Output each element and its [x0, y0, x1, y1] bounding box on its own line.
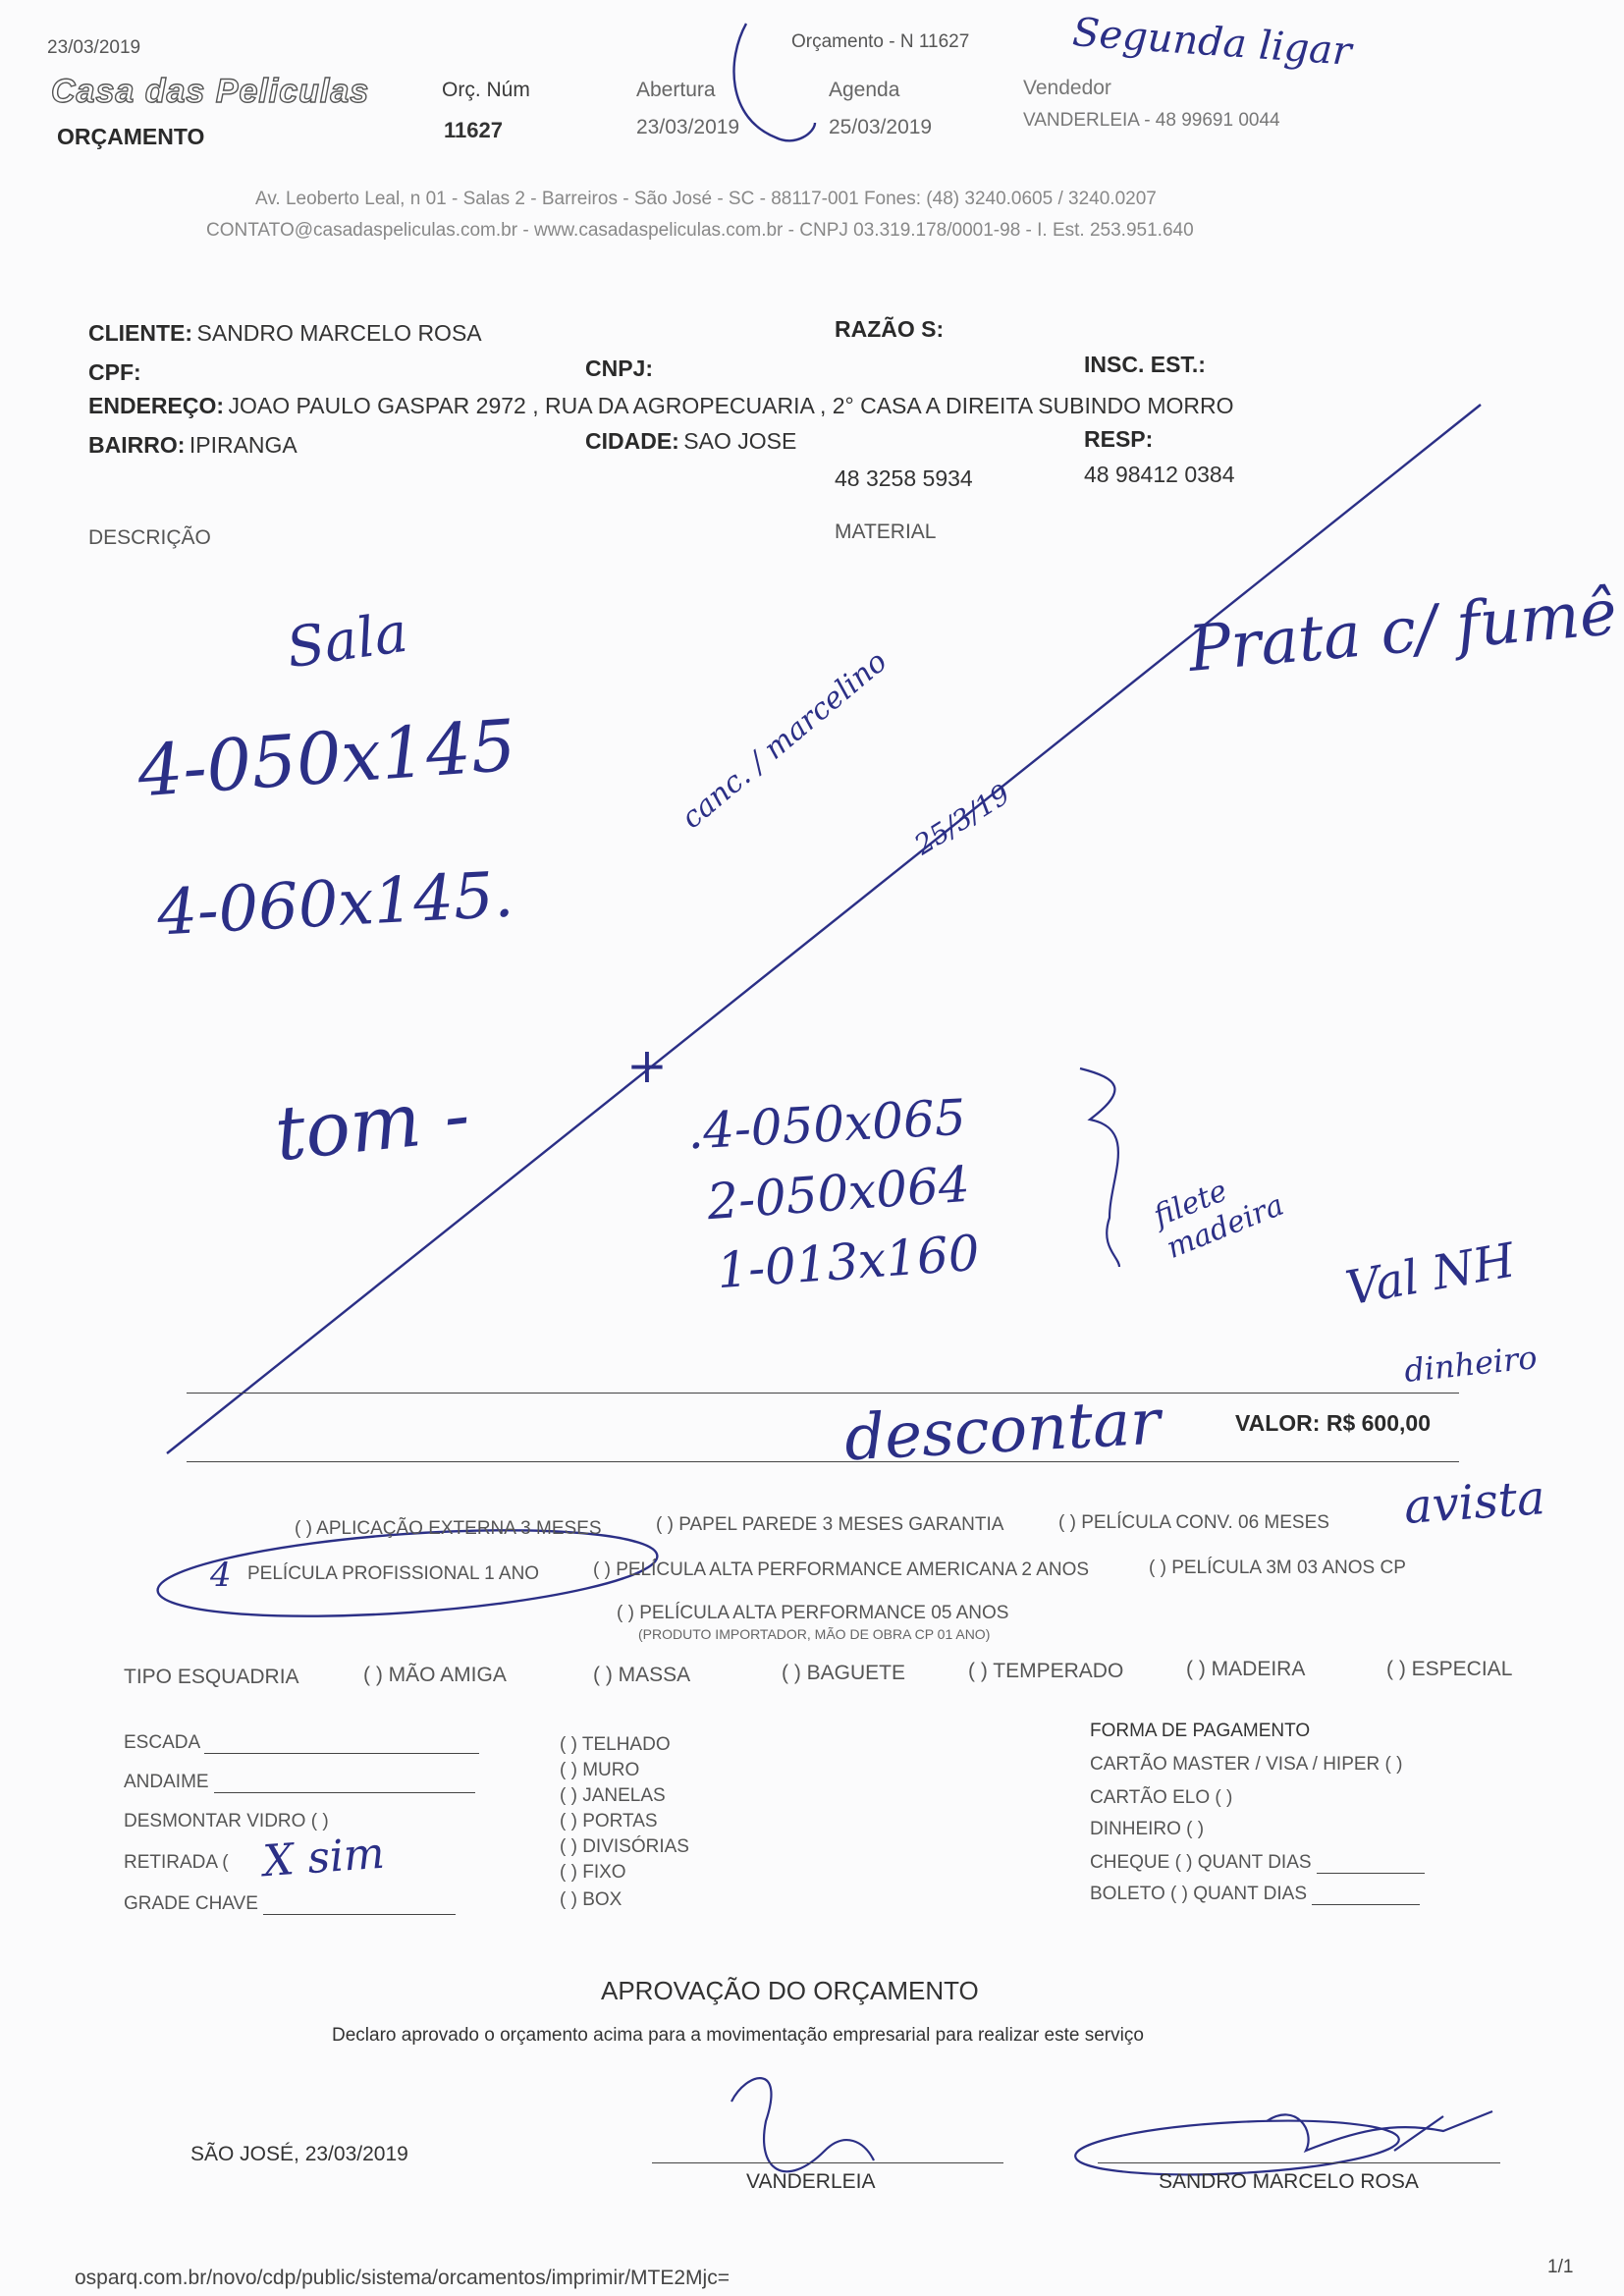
items-bracket: [1080, 1068, 1119, 1267]
insc-est-label: INSC. EST.:: [1084, 352, 1206, 377]
payment-boleto[interactable]: [1090, 1884, 1420, 1905]
extra-grade-chave[interactable]: [124, 1893, 456, 1915]
payment-boleto-label: BOLETO ( ) QUANT DIAS: [1090, 1884, 1308, 1904]
vendedor-label: Vendedor: [1023, 77, 1111, 99]
extra-muro[interactable]: ( ) MURO: [560, 1760, 640, 1780]
option-pelicula-3m[interactable]: ( ) PELÍCULA 3M 03 ANOS CP: [1149, 1558, 1406, 1578]
extra-janelas[interactable]: ( ) JANELAS: [560, 1785, 666, 1806]
client-signature-name[interactable]: SANDRO MARCELO ROSA: [1159, 2170, 1419, 2193]
esquadria-label: TIPO ESQUADRIA: [124, 1666, 299, 1688]
esquadria-madeira[interactable]: ( ) MADEIRA: [1186, 1658, 1306, 1680]
esquadria-temperado[interactable]: ( ) TEMPERADO: [968, 1660, 1124, 1682]
razao-label: RAZÃO S:: [835, 316, 945, 342]
extra-grade-chave-blank[interactable]: [263, 1896, 456, 1915]
payment-cartao-elo[interactable]: CARTÃO ELO ( ): [1090, 1787, 1233, 1808]
agenda-value: 25/03/2019: [829, 116, 933, 138]
vendedor-value: VANDERLEIA - 48 99691 0044: [1023, 110, 1280, 131]
handwritten-valor-note: Val NH: [1341, 1232, 1519, 1317]
cidade-value: SAO JOSE: [683, 428, 797, 454]
handwritten-descontar: descontar: [842, 1386, 1163, 1476]
extra-telhado[interactable]: ( ) TELHADO: [560, 1734, 671, 1755]
extra-retirada[interactable]: RETIRADA (: [124, 1852, 229, 1873]
payment-boleto-days-blank[interactable]: [1312, 1886, 1420, 1905]
orc-num-label: Orç. Núm: [442, 79, 530, 101]
esquadria-massa[interactable]: ( ) MASSA: [593, 1664, 691, 1686]
endereco-label: ENDEREÇO:: [88, 393, 225, 418]
abertura-value: 23/03/2019: [636, 116, 740, 138]
document-type: ORÇAMENTO: [57, 124, 205, 149]
extra-escada-label: ESCADA: [124, 1732, 200, 1753]
valor-top-rule: [187, 1393, 1459, 1394]
budget-reference: Orçamento - N 11627: [791, 31, 970, 52]
valor-label: VALOR:: [1235, 1410, 1321, 1436]
footer-page-number: 1/1: [1547, 2257, 1574, 2277]
extra-andaime-label: ANDAIME: [124, 1772, 209, 1792]
payment-cheque-label: CHEQUE ( ) QUANT DIAS: [1090, 1852, 1312, 1873]
handwritten-filete: filete madeira: [1149, 1174, 1289, 1266]
descricao-label: DESCRIÇÃO: [88, 526, 211, 549]
seller-signature-stroke: [731, 2078, 874, 2171]
extra-andaime-blank[interactable]: [214, 1775, 475, 1793]
handwritten-diagonal-note: canc. / marcelino: [675, 644, 894, 836]
orc-num-value: 11627: [444, 118, 503, 142]
endereco-value: JOAO PAULO GASPAR 2972 , RUA DA AGROPECUARIA , 2° CASA A DIREITA SUBINDO MORRO: [228, 393, 1234, 418]
valor-row: [1235, 1410, 1431, 1437]
handwritten-item-3: 1-013x160: [715, 1224, 982, 1300]
company-contact: CONTATO@casadaspeliculas.com.br - www.casadaspeliculas.com.br - CNPJ 03.319.178/0001-98 - I. Est. 253.951.640: [206, 220, 1194, 241]
phone-2: 48 98412 0384: [1084, 462, 1235, 487]
bairro-value: IPIRANGA: [189, 432, 298, 458]
approval-title: APROVAÇÃO DO ORÇAMENTO: [601, 1976, 979, 2005]
approval-place-date: SÃO JOSÉ, 23/03/2019: [190, 2143, 408, 2165]
cliente-label: CLIENTE:: [88, 320, 193, 346]
option-pelicula-profissional[interactable]: PELÍCULA PROFISSIONAL 1 ANO: [247, 1563, 540, 1584]
extra-box[interactable]: ( ) BOX: [560, 1889, 623, 1910]
seller-signature-name[interactable]: VANDERLEIA: [746, 2170, 876, 2193]
resp-label: RESP:: [1084, 426, 1154, 452]
material-label: MATERIAL: [835, 520, 937, 543]
seller-signature-line: [652, 2162, 1003, 2163]
print-date: 23/03/2019: [47, 37, 141, 58]
handwritten-sala: Sala: [283, 600, 411, 682]
payment-title: FORMA DE PAGAMENTO: [1090, 1721, 1311, 1741]
company-address: Av. Leoberto Leal, n 01 - Salas 2 - Barreiros - São José - SC - 88117-001 Fones: (48) 3240.0605 / 3240.0207: [255, 189, 1157, 209]
extra-fixo[interactable]: ( ) FIXO: [560, 1862, 626, 1883]
handwritten-item-2: 2-050x064: [705, 1155, 972, 1231]
client-signature-line: [1098, 2162, 1500, 2163]
approval-text: Declaro aprovado o orçamento acima para a movimentação empresarial para realizar este serviço: [332, 2025, 1144, 2046]
client-signature-scribble: [1267, 2111, 1492, 2151]
option-pelicula-americana[interactable]: ( ) PELÍCULA ALTA PERFORMANCE AMERICANA 2 ANOS: [593, 1559, 1090, 1580]
agenda-label: Agenda: [829, 79, 900, 101]
option-papel-parede[interactable]: ( ) PAPEL PAREDE 3 MESES GARANTIA: [656, 1514, 1004, 1535]
extra-divisorias[interactable]: ( ) DIVISÓRIAS: [560, 1836, 689, 1857]
valor-bottom-rule: [187, 1461, 1459, 1462]
bairro-label: BAIRRO:: [88, 432, 186, 458]
payment-dinheiro[interactable]: DINHEIRO ( ): [1090, 1819, 1205, 1839]
option-alta-performance-05[interactable]: ( ) PELÍCULA ALTA PERFORMANCE 05 ANOS: [617, 1603, 1009, 1623]
handwritten-line-1: 4-050x145: [135, 703, 519, 813]
payment-cheque-days-blank[interactable]: [1317, 1855, 1425, 1874]
payment-cartao-master[interactable]: CARTÃO MASTER / VISA / HIPER ( ): [1090, 1754, 1403, 1775]
extra-andaime[interactable]: [124, 1772, 475, 1793]
cliente-value: SANDRO MARCELO ROSA: [196, 320, 482, 346]
handwritten-line-2: 4-060x145.: [155, 858, 515, 951]
extra-desmontar-vidro[interactable]: DESMONTAR VIDRO ( ): [124, 1811, 329, 1831]
handwritten-top-note: Segunda ligar: [1070, 10, 1353, 75]
extra-grade-chave-label: GRADE CHAVE: [124, 1893, 258, 1914]
option-alta-performance-note: (PRODUTO IMPORTADOR, MÃO DE OBRA CP 01 ANO): [638, 1626, 991, 1642]
handwritten-a-vista: avista: [1402, 1470, 1547, 1535]
phone-1: 48 3258 5934: [835, 465, 973, 491]
handwritten-dinheiro: dinheiro: [1402, 1339, 1540, 1390]
cpf-label: CPF:: [88, 359, 141, 385]
footer-url[interactable]: osparq.com.br/novo/cdp/public/sistema/orcamentos/imprimir/MTE2Mjc=: [75, 2267, 730, 2289]
top-bracket-stroke: [734, 24, 815, 140]
handwritten-retirada-note: X sim: [261, 1828, 387, 1887]
esquadria-baguete[interactable]: ( ) BAGUETE: [782, 1662, 906, 1684]
cnpj-label: CNPJ:: [585, 355, 654, 381]
option-aplicacao-externa[interactable]: ( ) APLICAÇÃO EXTERNA 3 MESES: [295, 1518, 602, 1539]
handwritten-diagonal-date: 25/3/19: [908, 777, 1016, 862]
esquadria-especial[interactable]: ( ) ESPECIAL: [1386, 1658, 1513, 1680]
cidade-label: CIDADE:: [585, 428, 679, 454]
payment-cheque[interactable]: [1090, 1852, 1425, 1874]
handwritten-check-mark: 4: [210, 1556, 232, 1595]
valor-amount: R$ 600,00: [1326, 1410, 1431, 1436]
option-pelicula-conv[interactable]: ( ) PELÍCULA CONV. 06 MESES: [1058, 1512, 1329, 1533]
handwritten-item-1: .4-050x065: [685, 1088, 967, 1161]
esquadria-mao-amiga[interactable]: ( ) MÃO AMIGA: [363, 1664, 507, 1686]
handwritten-tom: tom -: [270, 1069, 474, 1178]
extra-escada[interactable]: [124, 1732, 479, 1754]
extra-escada-blank[interactable]: [204, 1735, 479, 1754]
extra-portas[interactable]: ( ) PORTAS: [560, 1811, 658, 1831]
abertura-label: Abertura: [636, 79, 716, 101]
handwritten-material-note: Prata c/ fumê: [1185, 576, 1620, 686]
company-logo: Casa das Peliculas: [51, 73, 370, 110]
handwritten-plus: +: [626, 1037, 668, 1094]
